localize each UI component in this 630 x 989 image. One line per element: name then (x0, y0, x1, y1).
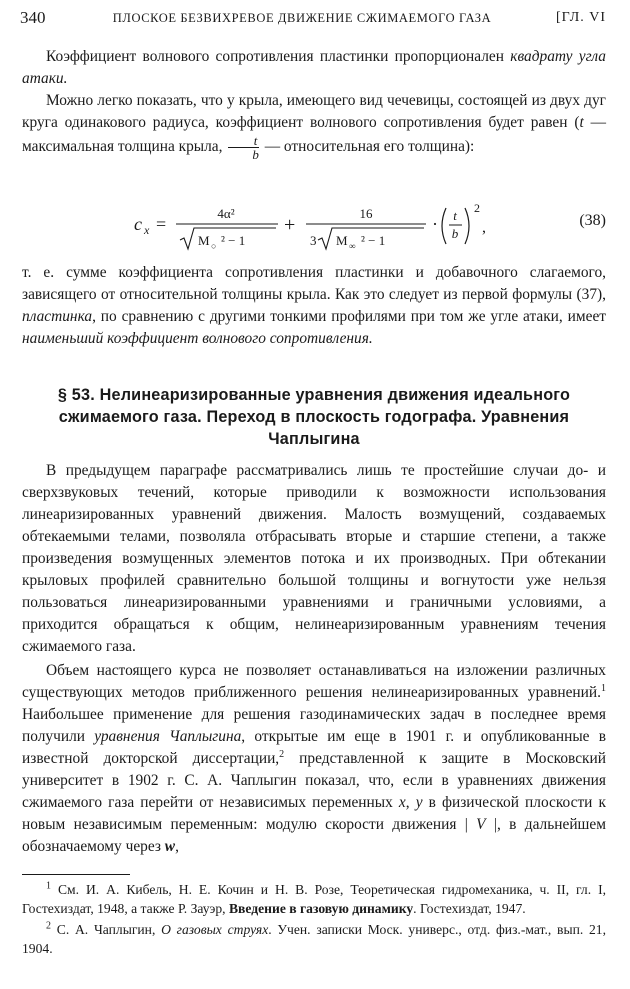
term1-M: M (198, 233, 210, 248)
paragraph-lens-wing: Можно легко показать, что у крыла, имеющего вид чечевицы, состоящей из двух дуг круга одинакового радиуса, коэффициент волнового сопротивления будет равен (t — максимальная толщина крыла, $\frac{t}{b}$ — относительная его толщина): (22, 92, 606, 162)
term1-tail: ² − 1 (221, 233, 246, 248)
footnote-1: $^1$ См. И. А. Кибель, Н. Е. Кочин и Н. В. Розе, Теоретическая гидромеханика, ч. II, гл. I, Гостехиздат, 1948, а также Р. Зауэр, Введение в газовую динамику. Гостехиздат, 1947. (22, 880, 606, 916)
paragraph-sum: т. е. сумме коэффициента сопротивления пластинки и добавочного слагаемого, зависящего от относительной толщины крыла. Как это следует из первой формулы (37), пластинка, по сравнению с другими тонкими профилями при том же угле атаки, имеет наименьший коэффициент волнового сопротивления. (22, 264, 606, 347)
page-number: 340 (20, 8, 46, 27)
right-paren (465, 208, 469, 244)
term1-M-sub: ○ (211, 241, 217, 251)
running-header (20, 6, 606, 30)
footnote-ref-1[interactable]: 1 (601, 682, 606, 694)
equation-svg (22, 198, 582, 254)
running-title: ПЛОСКОЕ БЕЗВИХРЕВОЕ ДВИЖЕНИЕ СЖИМАЕМОГО ГАЗА (112, 11, 492, 25)
dot-operator: · (432, 214, 438, 234)
term2-numerator: 16 (359, 206, 373, 221)
lhs-sub: x (144, 223, 150, 237)
italic-emphasis: квадрату угла атаки. (22, 48, 606, 87)
lhs-c: c (134, 214, 142, 234)
footnote-2: $^2$ С. А. Чаплыгин, О газовых струях. Учен. записки Моск. универс., отд. физ.-мат., вып. 21, 1904. (22, 920, 606, 956)
paragraph-plate-drag: Коэффициент волнового сопротивления пластинки пропорционален квадрату угла атаки. (22, 48, 606, 87)
footnote-ref-2[interactable]: 2 (279, 748, 285, 760)
paragraph-nonlinear: В предыдущем параграфе рассматривались лишь те простейшие случаи до- и сверхзвуковых течений, которые приводили к возможности использования линеаризированных уравнений движения. Малость возмущений, создаваемых обтекаемыми телами, позволяла отбрасывать вторые и старшие степени, а также произведения возмущенных элементов потока и их производных. При обтекании крыловых профилей сравнительно большой толщины и вогнутости уже нельзя пользоваться линеаризированными уравнениями и граничными условиями, а приходится обращаться к общим, нелинеаризированным уравнениям течения сжимаемого газа. (22, 462, 606, 655)
paragraph-chaplygin: Объем настоящего курса не позволяет останавливаться на изложении различных существующих методов приближенного решения нелинеаризированных уравнений.$^1$ Наибольшее применение для решения газодинамических задач в последнее время получили уравнения Чаплыгина, открытые им еще в 1901 г. и опубликованные в известной докторской диссертации,$^2$ представленной к защите в Московский университет в 1902 г. С. А. Чаплыгин показал, что, если в уравнениях движения сжимаемого газа перейти от независимых переменных x, y в физической плоскости к новым независимым переменным: модулю скорости движения | V |, в дальнейшем обозначаемому через w, (22, 662, 607, 855)
term2-tail: ² − 1 (361, 233, 386, 248)
term2-M: M (336, 233, 348, 248)
chapter-label: [ГЛ. VI (556, 10, 606, 25)
section-heading: § 53. Нелинеаризированные уравнения движения идеального сжимаемого газа. Переход в плоскость годографа. Уравнения Чаплыгина (57, 386, 571, 448)
term2-M-sub: ∞ (349, 241, 356, 251)
thickness-ratio-fraction: $\frac{t}{b}$ (228, 134, 259, 161)
term2-coef: 3 (310, 233, 317, 248)
equals-sign: = (156, 214, 167, 234)
ratio-t: t (453, 208, 457, 223)
equation-number: (38) (579, 212, 606, 229)
ratio-b: b (451, 226, 459, 241)
plus-sign: + (284, 214, 296, 236)
footnote-divider (22, 874, 130, 875)
left-paren (442, 208, 446, 244)
exponent: 2 (474, 201, 480, 215)
term1-numerator: 4α² (217, 206, 235, 221)
equation-38 (22, 198, 606, 254)
comma: , (482, 219, 486, 236)
